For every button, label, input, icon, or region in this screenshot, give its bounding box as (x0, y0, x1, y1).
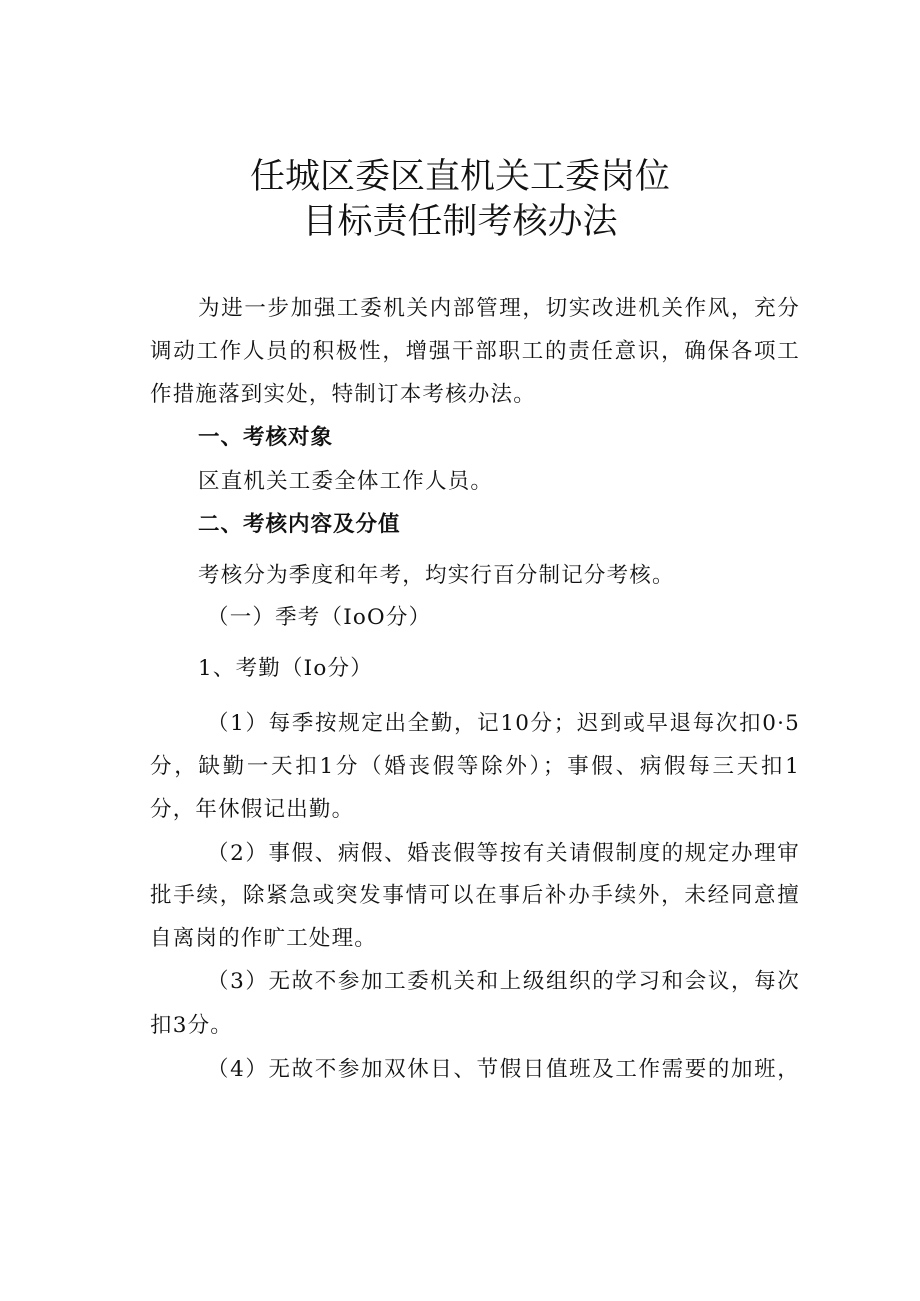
subsection-quarterly: （一）季考（IoO分） (207, 605, 432, 630)
document-title-line-1: 任城区委区直机关工委岗位 (249, 157, 670, 197)
para-1-line-2: 分，缺勤一天扣1分（婚丧假等除外）；事假、病假每三天扣1 (150, 754, 800, 779)
para-4-line-1: （4）无故不参加双休日、节假日值班及工作需要的加班， (207, 1057, 800, 1082)
section-1-text: 区直机关工委全体工作人员。 (198, 469, 494, 494)
section-1-heading: 一、考核对象 (198, 425, 334, 450)
item-attendance: 1、考勤（Io分） (198, 656, 373, 681)
section-2-text: 考核分为季度和年考，均实行百分制记分考核。 (198, 563, 675, 588)
para-2-line-1: （2）事假、病假、婚丧假等按有关请假制度的规定办理审 (207, 841, 800, 866)
para-1-line-3: 分，年休假记出勤。 (150, 797, 355, 822)
para-2-line-3: 自离岗的作旷工处理。 (150, 926, 378, 951)
para-1-line-1: （1）每季按规定出全勤，记10分；迟到或早退每次扣0·5 (207, 711, 800, 736)
para-2-line-2: 批手续，除紧急或突发事情可以在事后补办手续外，未经同意擅 (150, 883, 800, 908)
para-3-line-1: （3）无故不参加工委机关和上级组织的学习和会议，每次 (207, 969, 800, 994)
intro-line-3: 作措施落到实处，特制订本考核办法。 (150, 382, 536, 407)
section-2-heading: 二、考核内容及分值 (198, 512, 401, 537)
document-title-line-2: 目标责任制考核办法 (302, 202, 618, 242)
intro-line-1: 为进一步加强工委机关内部管理，切实改进机关作风，充分 (198, 296, 800, 321)
para-3-line-2: 扣3分。 (150, 1013, 233, 1038)
intro-line-2: 调动工作人员的积极性，增强干部职工的责任意识，确保各项工 (150, 339, 800, 364)
